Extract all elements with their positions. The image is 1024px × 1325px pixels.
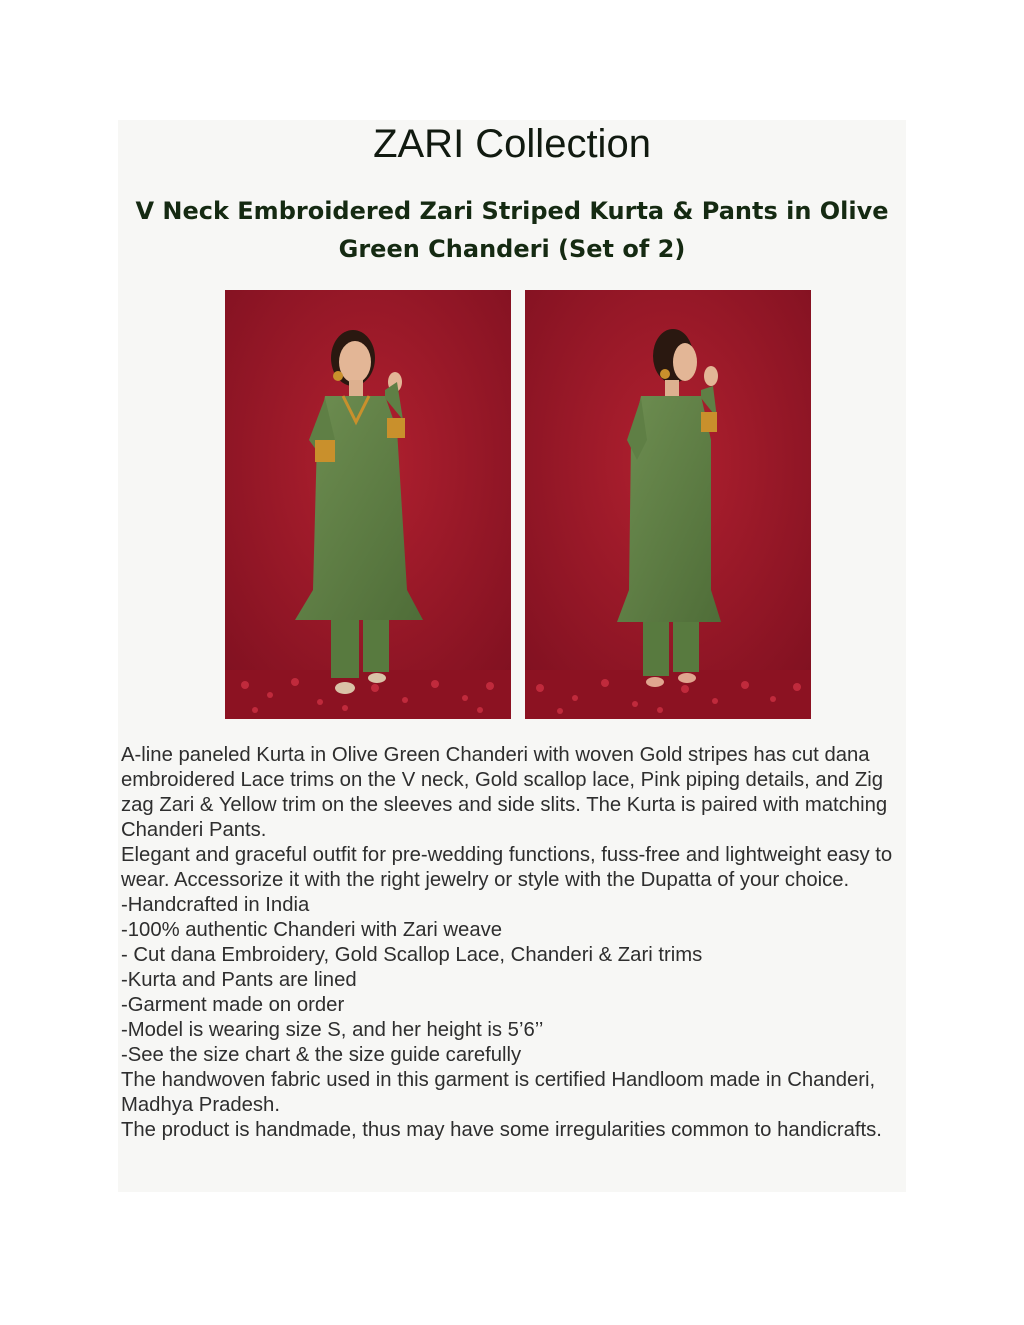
feature-item: -Kurta and Pants are lined [121, 969, 357, 991]
product-description [121, 743, 911, 1143]
model-front-photo [225, 290, 511, 719]
description-paragraph: A-line paneled Kurta in Olive Green Chanderi with woven Gold stripes has cut dana embroidered Lace trims on the V neck, Gold scallop lace, Pink piping details, and Zig zag Zari & Yellow trim on the sleeves and side slits. The Kurta is paired with matching Chanderi Pants. [121, 744, 888, 841]
feature-item: - Cut dana Embroidery, Gold Scallop Lace, Chanderi & Zari trims [121, 944, 703, 966]
feature-item: -Model is wearing size S, and her height is 5’6’’ [121, 1019, 544, 1041]
feature-item: -Handcrafted in India [121, 894, 310, 916]
description-paragraph: Elegant and graceful outfit for pre-wedding functions, fuss-free and lightweight easy to wear. Accessorize it with the right jewelry or style with the Dupatta of your choice. [121, 844, 893, 891]
description-paragraph: The handwoven fabric used in this garment is certified Handloom made in Chanderi, Madhya Pradesh. [121, 1069, 876, 1116]
feature-item: -100% authentic Chanderi with Zari weave [121, 919, 503, 941]
collection-title: ZARI Collection [373, 122, 651, 166]
feature-item: -Garment made on order [121, 994, 345, 1016]
feature-item: -See the size chart & the size guide carefully [121, 1044, 522, 1066]
model-back-photo [525, 290, 811, 719]
description-paragraph: The product is handmade, thus may have some irregularities common to handicrafts. [121, 1119, 882, 1141]
product-title: V Neck Embroidered Zari Striped Kurta & Pants in Olive Green Chanderi (Set of 2) [135, 197, 889, 263]
